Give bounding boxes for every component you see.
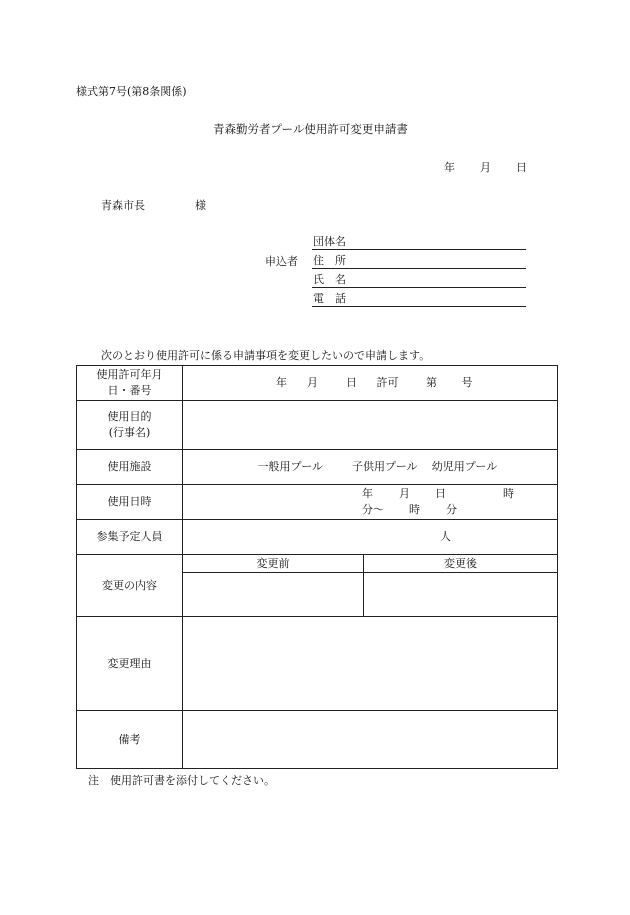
phone-line[interactable]: [312, 306, 526, 307]
date-day-label: 日: [516, 161, 527, 174]
remarks-label: 備考: [77, 711, 183, 769]
datetime-label: 使用日時: [77, 485, 183, 520]
intro-text: 次のとおり使用許可に係る申請事項を変更したいので申請します。: [101, 349, 431, 362]
purpose-label: 使用目的 (行事名): [77, 401, 183, 450]
page-title: 青森勤労者プール使用許可変更申請書: [213, 122, 408, 136]
facility-label: 使用施設: [77, 450, 183, 485]
remarks-row: [77, 711, 558, 769]
applicant-field-address: 住 所: [313, 254, 346, 267]
address-line[interactable]: [312, 268, 526, 269]
date-month-label: 月: [480, 161, 491, 174]
permit-row: [77, 366, 558, 401]
attendees-value[interactable]: 人: [183, 520, 558, 555]
attendees-row: [77, 520, 558, 555]
change-before-header: 変更前: [183, 555, 364, 573]
applicant-label: 申込者: [265, 255, 298, 268]
purpose-row: [77, 401, 558, 450]
facility-option-general[interactable]: 一般用プール: [257, 460, 323, 474]
applicant-field-phone: 電 話: [313, 292, 346, 305]
reason-value[interactable]: [183, 617, 558, 711]
change-after-header: 変更後: [364, 555, 558, 573]
form-number: 様式第7号(第8条関係): [76, 85, 187, 98]
change-before-value[interactable]: [183, 573, 364, 617]
facility-option-children[interactable]: 子供用プール: [352, 460, 418, 474]
facility-row: [77, 450, 558, 485]
reason-row: [77, 617, 558, 711]
change-header-row: [77, 555, 558, 573]
name-line[interactable]: [312, 287, 526, 288]
group-name-line[interactable]: [312, 249, 526, 250]
footnote: 注 使用許可書を添付してください。: [88, 774, 275, 787]
permit-value[interactable]: 年 月 日 許可 第 号: [183, 366, 558, 401]
datetime-row: [77, 485, 558, 520]
applicant-field-name: 氏 名: [313, 273, 346, 286]
applicant-field-group: 団体名: [313, 235, 346, 248]
permit-label: 使用許可年月 日・番号: [77, 366, 183, 401]
facility-option-infant[interactable]: 幼児用プール: [431, 460, 498, 474]
change-after-value[interactable]: [364, 573, 558, 617]
date-year-label: 年: [444, 161, 455, 174]
reason-label: 変更理由: [77, 617, 183, 711]
facility-value: [183, 450, 558, 485]
purpose-value[interactable]: [183, 401, 558, 450]
application-table: [76, 365, 558, 769]
remarks-value[interactable]: [183, 711, 558, 769]
addressee-name: 青森市長: [101, 199, 145, 212]
change-label: 変更の内容: [77, 555, 183, 617]
attendees-label: 参集予定人員: [77, 520, 183, 555]
datetime-value[interactable]: 年 月 日 時分〜 時 分: [183, 485, 558, 520]
addressee-honorific: 様: [195, 199, 206, 212]
